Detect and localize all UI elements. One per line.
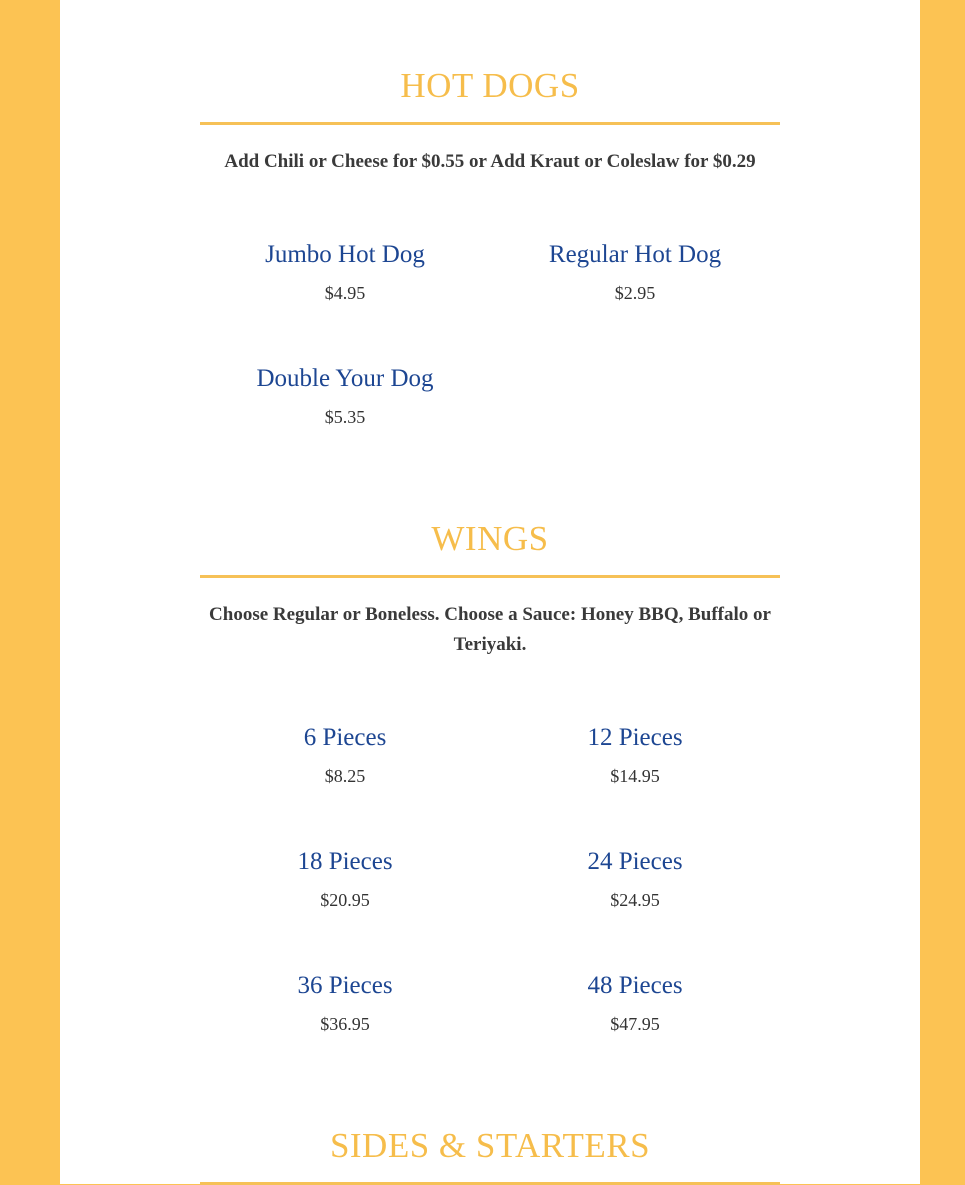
menu-item-price: $24.95 (610, 890, 660, 910)
menu-item (490, 847, 780, 911)
menu-item-name: Double Your Dog (256, 365, 434, 392)
menu-item-price: $20.95 (320, 890, 370, 910)
section-title: SIDES & STARTERS (329, 1126, 651, 1165)
section-title: WINGS (431, 519, 549, 558)
menu-item-name: 18 Pieces (297, 848, 393, 875)
menu-item-price: $36.95 (320, 1014, 370, 1034)
section-note: Add Chili or Cheese for $0.55 or Add Kraut or Coleslaw for $0.29 (224, 151, 756, 172)
menu-item-name: 6 Pieces (303, 724, 387, 751)
menu-item (200, 364, 490, 428)
section-sides-starters (200, 1126, 780, 1185)
menu-item (490, 971, 780, 1035)
menu-item-price: $4.95 (324, 283, 366, 303)
menu-page (60, 0, 920, 1184)
menu-item (490, 723, 780, 787)
menu-item-name: 48 Pieces (587, 972, 683, 999)
section-title: HOT DOGS (400, 66, 580, 105)
menu-item (200, 723, 490, 787)
menu-item-name: Jumbo Hot Dog (265, 241, 425, 268)
section-divider (200, 122, 780, 125)
menu-item (200, 240, 490, 304)
menu-item-price: $14.95 (610, 766, 660, 786)
menu-item-name: 36 Pieces (297, 972, 393, 999)
menu-item (200, 971, 490, 1035)
section-wings (200, 519, 780, 1034)
menu-item-name: 24 Pieces (587, 848, 683, 875)
menu-item (490, 240, 780, 304)
menu-item-price: $5.35 (324, 407, 366, 427)
menu-item-price: $8.25 (324, 766, 366, 786)
section-divider (200, 575, 780, 578)
section-note: Choose Regular or Boneless. Choose a Sauce: Honey BBQ, Buffalo or Teriyaki. (209, 604, 771, 655)
menu-item-price: $2.95 (614, 283, 656, 303)
menu-item-name: 12 Pieces (587, 724, 683, 751)
menu-item-name: Regular Hot Dog (548, 241, 722, 268)
section-hot-dogs (200, 66, 780, 427)
menu-item-price: $47.95 (610, 1014, 660, 1034)
menu-item (200, 847, 490, 911)
